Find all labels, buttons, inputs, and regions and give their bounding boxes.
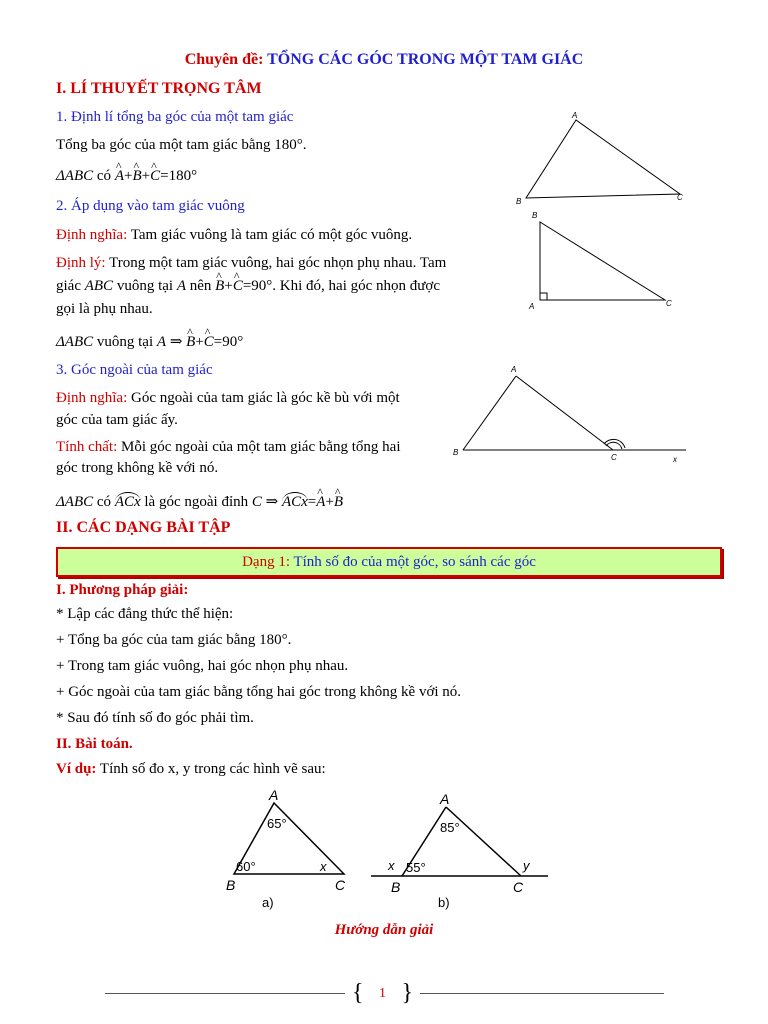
figure-a xyxy=(222,786,362,911)
method-line-5: * Sau đó tính số đo góc phải tìm. xyxy=(56,710,254,726)
method-line-2: + Tổng ba góc của tam giác bằng 180°. xyxy=(56,632,292,648)
sub2-formula: ΔABC vuông tại A ⇒ ^ B+^ C=90° xyxy=(56,332,243,351)
dang-label: Dạng 1: xyxy=(242,554,294,570)
sub3-formula: ΔABC có ACx là góc ngoài đỉnh C ⇒ ACx=^ A+^ B xyxy=(56,492,343,511)
formula-triangle: ΔABC xyxy=(56,168,94,184)
problem-title: II. Bài toán. xyxy=(56,736,133,752)
sub1-title: 1. Định lí tổng ba góc của một tam giác xyxy=(56,109,294,125)
sub2-title: 2. Áp dụng vào tam giác vuông xyxy=(56,198,245,214)
sub2-thm-line1 xyxy=(56,255,446,272)
figa-label-x: x xyxy=(320,859,327,874)
thm-text1: Trong một tam giác vuông, hai góc nhọn phụ nhau. Tam xyxy=(105,255,447,271)
figa-angle-b: 60° xyxy=(236,859,256,874)
title-prefix: Chuyên đề: xyxy=(184,51,268,68)
figure-b xyxy=(368,790,553,912)
figure-right-triangle xyxy=(520,208,690,314)
formula-co: có xyxy=(93,168,115,184)
method-line-3: + Trong tam giác vuông, hai góc nhọn phụ nhau. xyxy=(56,658,349,674)
figb-angle-a: 85° xyxy=(440,820,460,835)
figb-label-a: A xyxy=(440,791,450,807)
sub3-title: 3. Góc ngoài của tam giác xyxy=(56,362,213,378)
section-2-title: II. CÁC DẠNG BÀI TẬP xyxy=(56,519,231,536)
footer-rule-right xyxy=(420,993,664,994)
figa-angle-a: 65° xyxy=(267,816,287,831)
fig2-label-a: A xyxy=(529,302,535,311)
sub3-def-line2: góc của tam giác ấy. xyxy=(56,412,178,428)
thm-label: Định lý: xyxy=(56,255,106,271)
dang-1-box xyxy=(56,547,722,577)
figb-label-c: C xyxy=(513,879,524,895)
fig1-label-c: C xyxy=(677,193,683,202)
example-label: Ví dụ: xyxy=(56,761,97,777)
sub3-prop-line2: góc trong không kề với nó. xyxy=(56,460,219,476)
sub2-thm-line3: gọi là phụ nhau. xyxy=(56,301,153,317)
figa-caption: a) xyxy=(262,895,274,910)
sub3-def-line1: Định nghĩa: Góc ngoài của tam giác là góc kề bù với một xyxy=(56,390,400,406)
method-title: I. Phương pháp giải: xyxy=(56,582,189,598)
figb-label-b: B xyxy=(391,879,401,895)
figa-label-a: A xyxy=(269,787,279,803)
def-label: Định nghĩa: xyxy=(56,227,128,243)
figb-angle-b: 55° xyxy=(406,860,426,875)
formula-eq: =180° xyxy=(160,168,198,184)
sub3-prop-line1: Tính chất: Mỗi góc ngoài của một tam giác bằng tổng hai xyxy=(56,439,401,455)
method-line-1: * Lập các đẳng thức thể hiện: xyxy=(56,606,234,622)
figb-caption: b) xyxy=(438,895,450,910)
example-text: Tính số đo x, y trong các hình vẽ sau: xyxy=(96,761,326,777)
document-title xyxy=(0,51,768,69)
sub1-formula: ΔABC có ^ A+^ B+^ C=180° xyxy=(56,168,197,185)
sub1-text: Tổng ba góc của một tam giác bằng 180°. xyxy=(56,137,307,153)
fig1-label-b: B xyxy=(516,197,522,206)
guide-title: Hướng dẫn giải xyxy=(334,922,434,938)
fig3-label-x: x xyxy=(673,455,677,464)
figb-label-x: x xyxy=(388,858,395,873)
page-number-box: { 1 } xyxy=(351,980,414,1006)
figure-triangle-abc xyxy=(510,108,690,208)
example-line xyxy=(56,761,326,778)
fig3-label-a: A xyxy=(511,365,517,374)
fig3-label-c: C xyxy=(611,453,617,462)
figure-exterior-angle xyxy=(448,362,693,466)
method-line-4: + Góc ngoài của tam giác bằng tổng hai góc trong không kề với nó. xyxy=(56,684,462,700)
section-1-title: I. LÍ THUYẾT TRỌNG TÂM xyxy=(56,80,262,97)
sub2-def xyxy=(56,227,412,244)
def-text: Tam giác vuông là tam giác có một góc vuông. xyxy=(127,227,413,243)
fig3-label-b: B xyxy=(453,448,459,457)
footer-rule-left xyxy=(105,993,345,994)
dang-text: Tính số đo của một góc, so sánh các góc xyxy=(293,554,536,570)
fig2-label-b: B xyxy=(532,211,538,220)
figa-label-c: C xyxy=(335,877,346,893)
fig2-label-c: C xyxy=(666,299,672,308)
figa-label-b: B xyxy=(226,877,236,893)
figb-label-y: y xyxy=(523,858,530,873)
title-topic: TỔNG CÁC GÓC TRONG MỘT TAM GIÁC xyxy=(267,51,584,68)
fig1-label-a: A xyxy=(572,111,578,120)
page-number: 1 xyxy=(379,986,386,1001)
sub2-thm-line2: giác ABC vuông tại A nên ^ B+^ C=90°. Khi đó, hai góc nhọn được xyxy=(56,278,440,295)
